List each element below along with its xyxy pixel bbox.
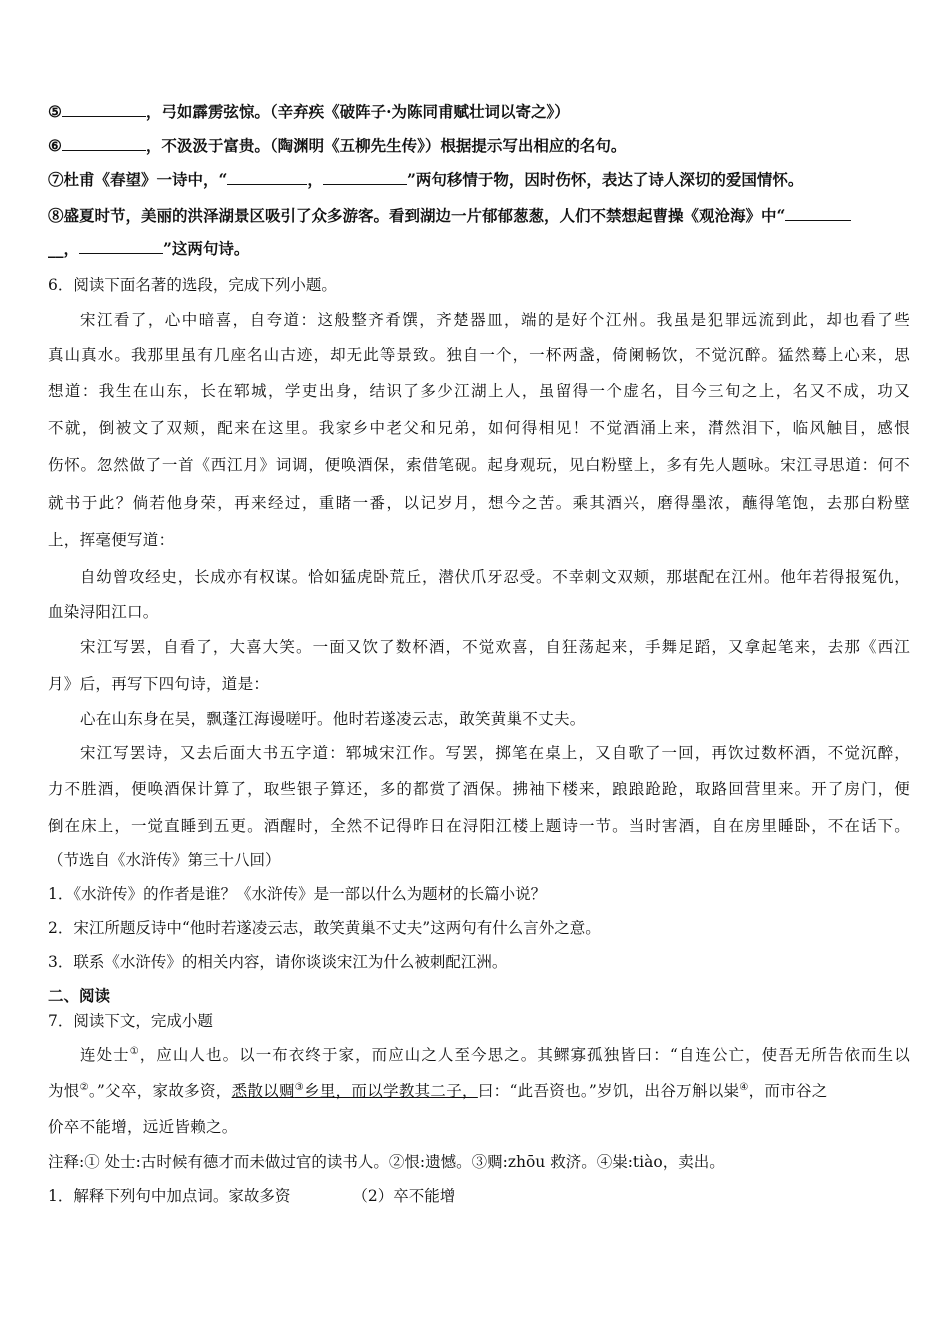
q5-text: ，弓如霹雳弦惊。（辛弃疾《破阵子·为陈同甫赋壮词以寄之》）	[145, 102, 570, 121]
q7-notes: 注释:① 处士:古时候有德才而未做过官的读书人。②恨:遗憾。③赒:zhōu 救济。④粜:tiào，卖出。	[48, 1153, 725, 1171]
q7-head: ⑦杜甫《春望》一诗中，“	[48, 170, 228, 189]
q6-p1-line5: 伤怀。忽然做了一首《西江月》词调，便唤酒保，索借笔砚。起身观玩，见白粉壁上，多有先人题咏。宋江寻思道：何不	[48, 456, 910, 474]
q6-p2-line1: 自幼曾攻经史，长成亦有权谋。恰如猛虎卧荒丘，潜伏爪牙忍受。不幸刺文双颊，那堪配在江州。他年若得报冤仇，	[80, 568, 910, 586]
poem-q8-line1	[48, 205, 910, 227]
q6-intro: 6．阅读下面名著的选段，完成下列小题。	[48, 276, 337, 294]
q6-p3-line2: 月》后，再写下四句诗，道是：	[48, 675, 270, 693]
q6-blank[interactable]	[62, 135, 146, 151]
q8-mid: __，	[48, 239, 80, 258]
q7-blank-2[interactable]	[323, 169, 407, 185]
q7-question-1: 1．解释下列句中加点词。家故多资 （2）卒不能增	[48, 1187, 456, 1205]
q6-p1-line2: 真山真水。我那里虽有几座名山古迹，却无此等景致。独自一个，一杯两盏，倚阑畅饮，不觉沉醉。猛然蓦上心来，思	[48, 346, 910, 364]
q6-marker: ⑥	[48, 136, 62, 155]
q7-passage-line1: 连处士①，应山人也。以一布衣终于家，而应山之人至今思之。其鳏寡孤独皆曰：“自连公亡，使吾无所告依而生以	[80, 1045, 910, 1064]
q8-head: ⑧盛夏时节，美丽的洪泽湖景区吸引了众多游客。看到湖边一片郁郁葱葱，人们不禁想起曹操《观沧海》中“	[48, 206, 786, 225]
underlined-sentence: 悉散以赒③乡里，而以学教其二子，	[231, 1081, 478, 1100]
q7-intro: 7．阅读下文，完成小题	[48, 1012, 213, 1030]
q6-p4: 心在山东身在吴，飘蓬江海谩嗟吁。他时若遂凌云志，敢笑黄巢不丈夫。	[80, 710, 586, 728]
q6-text: ，不汲汲于富贵。（陶渊明《五柳先生传》）根据提示写出相应的名句。	[145, 136, 627, 155]
q6-question-1: 1．《水浒传》的作者是谁？《水浒传》是一部以什么为题材的长篇小说？	[48, 885, 547, 903]
q7-mid: ，	[307, 170, 323, 189]
q7-passage-line2: 为恨②。”父卒，家故多资，悉散以赒③乡里，而以学教其二子，曰：“此吾资也。”岁饥，出谷万斛以粜④，而市谷之	[48, 1081, 828, 1100]
poem-q8-line2	[48, 238, 910, 260]
q6-p3-line1: 宋江写罢，自看了，大喜大笑。一面又饮了数杯酒，不觉欢喜，自狂荡起来，手舞足蹈，又拿起笔来，去那《西江	[80, 638, 910, 656]
q7-tail: ”两句移情于物，因时伤怀，表达了诗人深切的爱国情怀。	[406, 170, 804, 189]
q8-blank-1a[interactable]	[785, 205, 851, 221]
poem-q5	[48, 101, 910, 123]
q6-source: （节选自《水浒传》第三十八回）	[48, 851, 281, 869]
q6-p5-line2: 力不胜酒，便唤酒保计算了，取些银子算还，多的都赏了酒保。拂袖下楼来，踉踉跄跄，取路回营里来。开了房门，便	[48, 780, 910, 798]
q6-p5-line3: 倒在床上，一觉直睡到五更。酒醒时，全然不记得昨日在浔阳江楼上题诗一节。当时害酒，自在房里睡卧，不在话下。	[48, 817, 910, 835]
q6-p1-line4: 不就，倒被文了双颊，配来在这里。我家乡中老父和兄弟，如何得相见！不觉酒涌上来，潸然泪下，临风触目，感恨	[48, 419, 910, 437]
q8-blank-2[interactable]	[79, 238, 163, 254]
q6-p1-line6: 就书于此？倘若他身荣，再来经过，重睹一番，以记岁月，想今之苦。乘其酒兴，磨得墨浓，蘸得笔饱，去那白粉壁	[48, 494, 910, 512]
q7-blank-1[interactable]	[227, 169, 307, 185]
q6-p1-line1: 宋江看了，心中暗喜，自夸道：这般整齐肴馔，齐楚器皿，端的是好个江州。我虽是犯罪远流到此，却也看了些	[80, 311, 910, 329]
q6-question-2: 2．宋江所题反诗中“他时若遂凌云志，敢笑黄巢不丈夫”这两句有什么言外之意。	[48, 919, 601, 937]
q5-blank[interactable]	[62, 101, 146, 117]
q6-p5-line1: 宋江写罢诗，又去后面大书五字道：郓城宋江作。写罢，掷笔在桌上，又自歌了一回，再饮过数杯酒，不觉沉醉，	[80, 744, 910, 762]
poem-q7	[48, 169, 910, 191]
section-heading: 二、阅读	[48, 986, 111, 1005]
q5-marker: ⑤	[48, 102, 62, 121]
q8-tail: ”这两句诗。	[163, 239, 250, 258]
q7-passage-line3: 价卒不能增，远近皆赖之。	[48, 1118, 238, 1136]
q6-p1-line3: 想道：我生在山东，长在郓城，学吏出身，结识了多少江湖上人，虽留得一个虚名，目今三旬之上，名又不成，功又	[48, 382, 910, 400]
q6-question-3: 3．联系《水浒传》的相关内容，请你谈谈宋江为什么被刺配江洲。	[48, 953, 508, 971]
q6-p1-line7: 上，挥毫便写道：	[48, 531, 175, 549]
q6-p2-line2: 血染浔阳江口。	[48, 603, 159, 621]
poem-q6	[48, 135, 910, 157]
